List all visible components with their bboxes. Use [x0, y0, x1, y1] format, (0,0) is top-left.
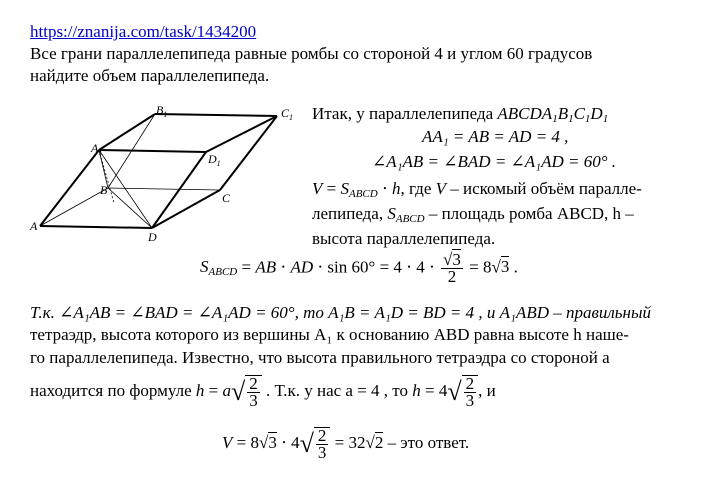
edge-a-d	[40, 226, 152, 228]
height-definition: высота параллелепипеда.	[312, 229, 496, 248]
edge-d1-c1	[206, 116, 277, 152]
label-c1: $C_1$	[281, 106, 294, 122]
reasoning-line-2: тетраэдр, высота которого из вершины A₁ к основанию ABD равна высоте h наше-	[30, 325, 629, 344]
hidden-edge-b-d	[108, 188, 152, 228]
question-line-2: найдите объем параллелепипеда.	[30, 66, 270, 85]
edge-d-c	[152, 190, 220, 228]
area-definition: лепипеда, $S_{ABCD}$ – площадь ромба ABCD, h –	[312, 204, 634, 225]
parallelepiped-figure	[28, 100, 313, 250]
edge-a1-b1	[99, 114, 155, 150]
equation-edges: AA₁ = AB = AD = 4 ,	[422, 127, 569, 146]
reasoning-line-1: Т.к. ∠A₁AB = ∠BAD = ∠A₁AD = 60°, то A₁B = A₁D = BD = 4 , и A₁ABD – правильный	[30, 303, 651, 322]
label-d1: $D_1$	[208, 152, 221, 168]
label-a: A	[30, 219, 38, 233]
equation-angles: ∠A₁AB = ∠BAD = ∠A₁AD = 60° .	[372, 152, 617, 171]
edge-a1-d1	[99, 150, 206, 152]
label-b1: $B_1$	[156, 103, 168, 119]
label-d: D	[148, 230, 157, 244]
volume-definition: $V = S_{ABCD} \cdot h$, где V – искомый объём паралле-	[312, 179, 642, 200]
solution-intro: Итак, у параллелепипеда $ABCDA_1B_1C_1D_1$	[312, 104, 609, 125]
question-line-1: Все грани параллелепипеда равные ромбы со стороной 4 и углом 60 градусов	[30, 44, 593, 63]
hidden-edge-a-b	[40, 188, 108, 226]
label-b: B	[100, 183, 108, 197]
area-formula: $S_{ABCD}$ = AB ⋅ AD ⋅ sin 60° = 4 ⋅ 4 ⋅ $\frac{√3}{2}$ = 8√3 .	[200, 250, 518, 286]
answer-line: V = 8√3 ⋅ 4√ $\frac{2}{3}$ = 32√2 – это ответ.	[222, 426, 470, 462]
task-link[interactable]: https://znanija.com/task/1434200	[30, 22, 257, 41]
edge-b1-c1	[155, 114, 277, 116]
edge-a-a1	[40, 150, 99, 226]
edge-c1-c	[220, 116, 277, 190]
label-c: C	[222, 191, 231, 205]
height-formula-line: находится по формуле h = a√ $\frac{2}{3}$ . Т.к. у нас a = 4 , то h = 4√ $\frac{2}{3}$ , и	[30, 374, 496, 410]
label-a1: $A_1$	[91, 141, 103, 157]
reasoning-line-3: го параллелепипеда. Известно, что высота правильного тетраэдра со стороной a	[30, 348, 610, 367]
